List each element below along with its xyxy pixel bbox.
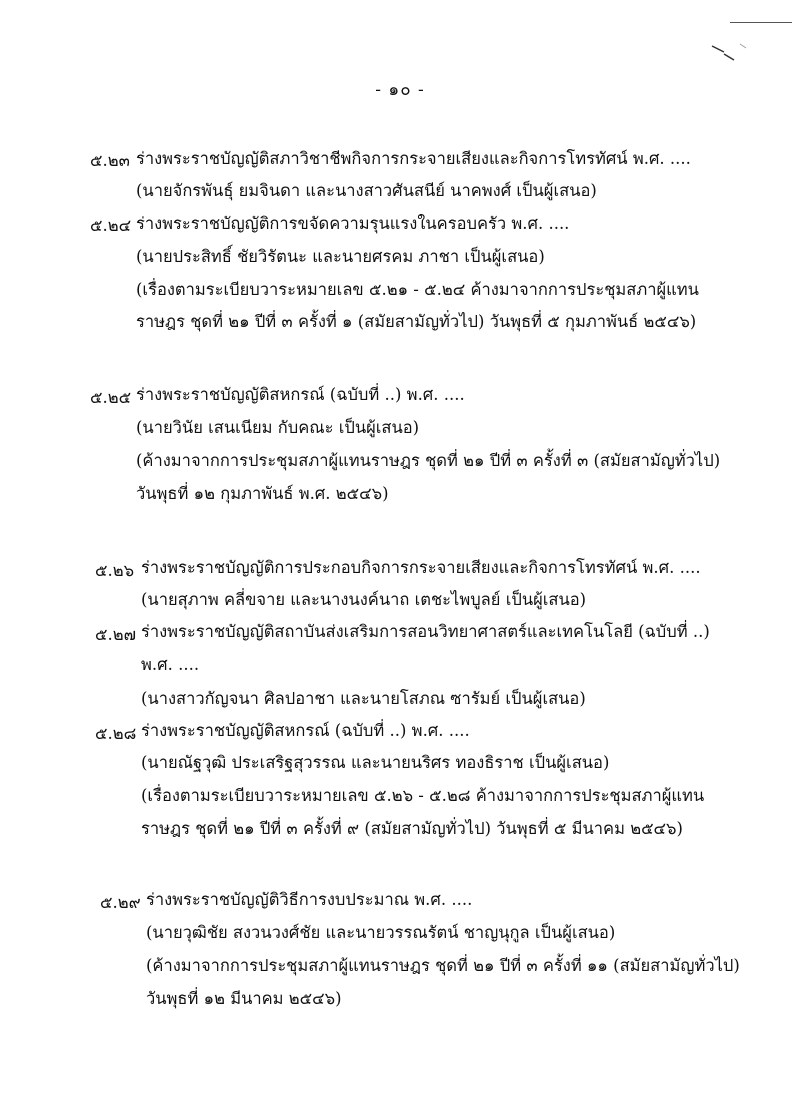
item-title: ร่างพระราชบัญญัติสภาวิชาชีพกิจการกระจายเสียงและกิจการโทรทัศน์ พ.ศ. .... (136, 149, 691, 168)
item-title: ร่างพระราชบัญญัติสหกรณ์ (ฉบับที่ ..) พ.ศ. .... (141, 721, 470, 740)
item-title: ร่างพระราชบัญญัติวิธีการงบประมาณ พ.ศ. .... (146, 890, 473, 909)
item-note-line: (ค้างมาจากการประชุมสภาผู้แทนราษฎร ชุดที่ ๒๑ ปีที่ ๓ ครั้งที่ ๓ (สมัยสามัญทั่วไป) (136, 451, 721, 470)
item-proposer: (นายประสิทธิ์ ชัยวิรัตนะ และนายศรคม ภาชา เป็นผู้เสนอ) (136, 247, 545, 266)
item-note-line: ราษฎร ชุดที่ ๒๑ ปีที่ ๓ ครั้งที่ ๙ (สมัยสามัญทั่วไป) วันพุธที่ ๕ มีนาคม ๒๕๔๖) (141, 819, 683, 838)
item-proposer: (นายสุภาพ คลี่ขจาย และนางนงค์นาถ เตชะไพบูลย์ เป็นผู้เสนอ) (141, 590, 587, 609)
item-proposer: (นายณัฐวุฒิ ประเสริฐสุวรรณ และนายนริศร ทองธิราช เป็นผู้เสนอ) (141, 753, 610, 772)
item-number: ๕.๒๕ (90, 388, 132, 407)
item-number: ๕.๒๔ (90, 216, 132, 235)
item-title: ร่างพระราชบัญญัติสถาบันส่งเสริมการสอนวิทยาศาสตร์และเทคโนโลยี (ฉบับที่ ..) (141, 622, 710, 641)
item-note-line: (เรื่องตามระเบียบวาระหมายเลข ๕.๒๑ - ๕.๒๔ ค้างมาจากการประชุมสภาผู้แทน (136, 280, 699, 299)
item-title: ร่างพระราชบัญญัติการประกอบกิจการกระจายเสียงและกิจการโทรทัศน์ พ.ศ. .... (141, 558, 701, 577)
item-proposer: (นายจักรพันธุ์ ยมจินดา และนางสาวศันสนีย์ นาคพงศ์ เป็นผู้เสนอ) (136, 181, 597, 200)
item-note-line: วันพุธที่ ๑๒ กุมภาพันธ์ พ.ศ. ๒๕๔๖) (136, 484, 389, 503)
item-title-continued: พ.ศ. .... (141, 655, 200, 674)
item-number: ๕.๒๓ (90, 151, 130, 170)
item-number: ๕.๒๙ (100, 893, 141, 912)
scan-corner-line (730, 22, 792, 23)
page-number: - ๑๐ - (375, 80, 425, 100)
item-title: ร่างพระราชบัญญัติสหกรณ์ (ฉบับที่ ..) พ.ศ. .... (136, 385, 465, 404)
item-number: ๕.๒๘ (95, 724, 137, 743)
item-number: ๕.๒๖ (95, 561, 135, 580)
item-note-line: (เรื่องตามระเบียบวาระหมายเลข ๕.๒๖ - ๕.๒๘ ค้างมาจากการประชุมสภาผู้แทน (141, 786, 705, 805)
item-number: ๕.๒๗ (95, 625, 137, 644)
item-proposer: (นางสาวกัญจนา ศิลปอาชา และนายโสภณ ซารัมย์ เป็นผู้เสนอ) (141, 689, 586, 708)
item-proposer: (นายวุฒิชัย สงวนวงศ์ชัย และนายวรรณรัตน์ ชาญนุกูล เป็นผู้เสนอ) (146, 923, 616, 942)
item-title: ร่างพระราชบัญญัติการขจัดความรุนแรงในครอบครัว พ.ศ. .... (136, 214, 570, 233)
item-note-line: วันพุธที่ ๑๒ มีนาคม ๒๕๔๖) (146, 989, 342, 1008)
item-proposer: (นายวินัย เสนเนียม กับคณะ เป็นผู้เสนอ) (136, 418, 420, 437)
item-note-line: ราษฎร ชุดที่ ๒๑ ปีที่ ๓ ครั้งที่ ๑ (สมัยสามัญทั่วไป) วันพุธที่ ๕ กุมภาพันธ์ ๒๕๔๖) (136, 312, 697, 331)
item-note-line: (ค้างมาจากการประชุมสภาผู้แทนราษฎร ชุดที่ ๒๑ ปีที่ ๓ ครั้งที่ ๑๑ (สมัยสามัญทั่วไป) (146, 956, 740, 975)
scan-mark-icon (710, 38, 750, 68)
